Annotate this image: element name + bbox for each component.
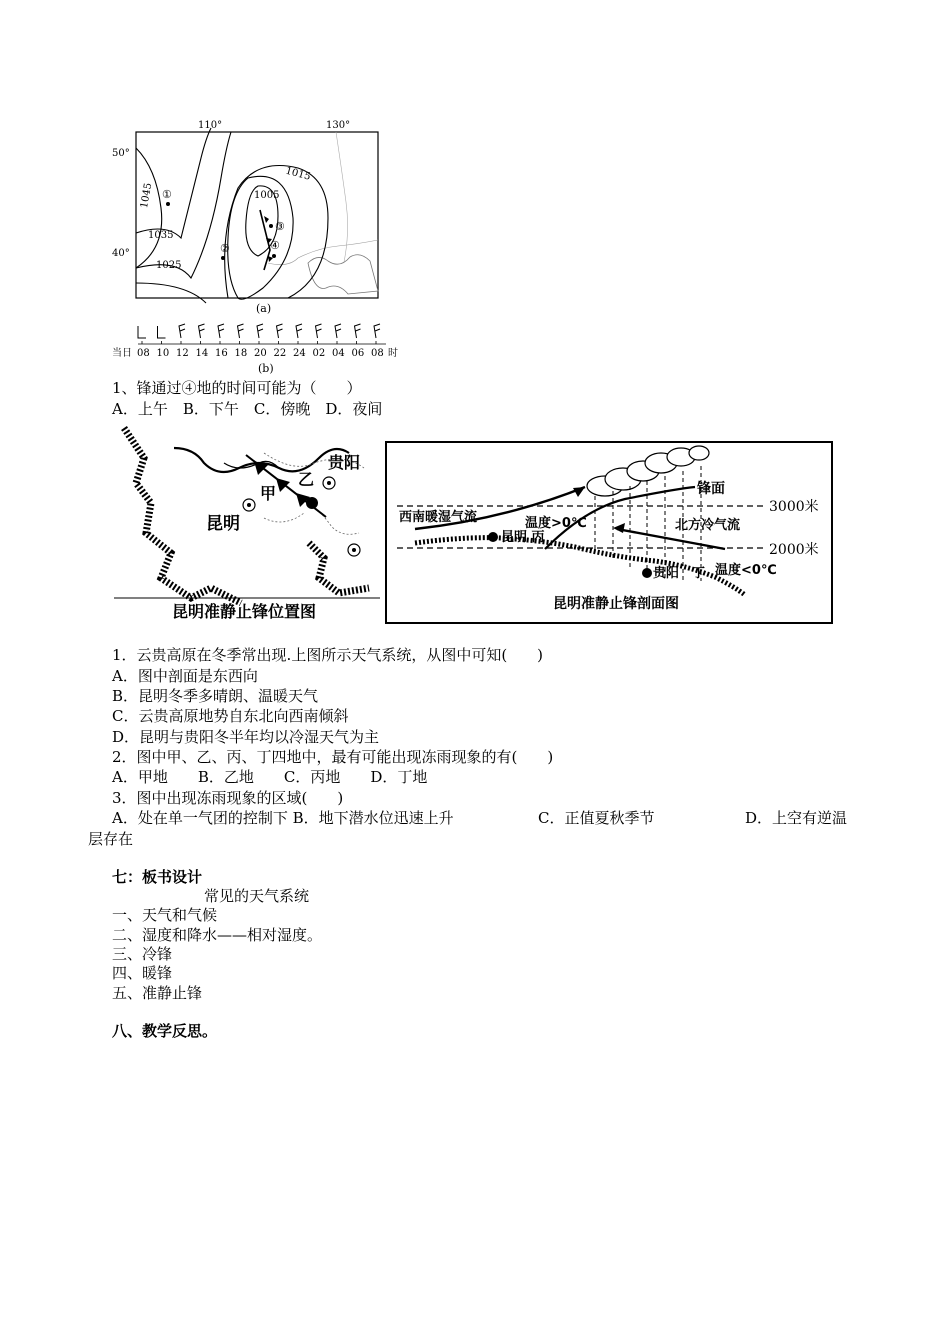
figure-a-caption: (a) [256,302,272,315]
hour-label: 02 [312,348,326,359]
question-1-option-a: A．图中剖面是东西向 [112,667,258,685]
hour-label: 16 [215,348,228,359]
hour-label: 18 [234,348,248,359]
hour-label: 24 [293,348,306,359]
hour-label: 10 [156,348,170,359]
hour-label: 14 [195,348,209,359]
warm-flow-label: 西南暖湿气流 [399,510,478,525]
hour-label: 06 [351,348,365,359]
reflection-heading: 八、教学反思。 [112,1022,218,1040]
wind-barb-icon [335,324,341,338]
guiyang-ding-label: 贵阳 丁 [653,566,706,581]
hour-label: 22 [273,348,287,359]
lat-label-40: 40° [112,248,130,259]
question-1: 1．云贵高原在冬季常出现.上图所示天气系统，从图中可知( ) [112,646,544,664]
wind-barb-icon [277,324,283,338]
hour-label: 08 [137,348,150,359]
hour-label: 04 [332,348,345,359]
wind-barb-icon [199,324,205,338]
wind-barb-icon [257,324,263,338]
wind-timeline [108,318,408,378]
altitude-2000: 2000米 [769,542,819,558]
isobar-1035: 1035 [148,230,174,241]
label-guiyang: 贵阳 [328,453,361,472]
wind-barb-icon [355,324,361,338]
timeline-suffix: 时 [388,348,398,359]
wind-barb-icon [374,324,380,338]
kunming-bing-label: 昆明 丙 [501,530,545,545]
board-item-4: 四、暖锋 [112,964,173,982]
wind-barb-icon [158,326,166,338]
left-map-caption: 昆明准静止锋位置图 [172,602,317,621]
temp-below-label: 温度<0℃ [715,563,777,578]
isobar-1015: 1015 [284,165,312,183]
lon-label-130: 130° [326,120,351,131]
hour-label: 12 [176,348,189,359]
wind-barb-icon [179,324,185,338]
question-front: 1、锋通过④地的时间可能为（ ） [112,379,362,397]
question-3-option-c: C．正值夏秋季节 [538,809,655,827]
question-front-options: A．上午 B．下午 C．傍晚 D．夜间 [112,400,383,418]
question-1-option-c: C．云贵高原地势自东北向西南倾斜 [112,707,349,725]
board-item-3: 三、冷锋 [112,945,173,963]
isobar-1025: 1025 [156,260,182,271]
wind-barb-icon [138,326,146,338]
point-3: ③ [275,220,285,233]
front-section-diagram [385,441,833,624]
figure-b-caption: (b) [258,362,274,375]
isobar-map [108,118,398,318]
altitude-3000: 3000米 [769,499,819,515]
wind-barb-icon [316,324,322,338]
board-heading: 七：板书设计 [112,868,203,886]
label-kunming: 昆明 [206,514,240,534]
hour-label: 20 [254,348,267,359]
hour-label: 08 [371,348,384,359]
question-1-option-b: B．昆明冬季多晴朗、温暖天气 [112,687,319,705]
board-item-2: 二、湿度和降水——相对湿度。 [112,926,323,944]
point-1: ① [162,188,172,201]
label-jia: 甲 [260,484,277,503]
question-2: 2．图中甲、乙、丙、丁四地中，最有可能出现冻雨现象的有( ) [112,748,554,766]
label-yi: 乙 [298,470,315,489]
temp-above-label: 温度>0℃ [525,516,587,531]
point-4: ④ [270,239,280,252]
board-item-5: 五、准静止锋 [112,984,203,1002]
question-3-option-d: D．上空有逆温 [745,809,848,827]
question-2-options: A．甲地 B．乙地 C．丙地 D．丁地 [112,768,428,786]
lon-label-110: 110° [198,120,223,131]
right-map-caption: 昆明准静止锋剖面图 [553,596,679,612]
cold-flow-label: 北方冷气流 [675,518,741,533]
wind-barb-icon [238,324,244,338]
front-surface-label: 锋面 [697,481,725,497]
timeline-prefix: 当日 [112,348,132,359]
question-3: 3．图中出现冻雨现象的区域( ) [112,789,344,807]
board-title: 常见的天气系统 [204,887,310,905]
isobar-1045: 1045 [139,182,155,210]
wind-barb-icon [218,324,224,338]
lat-label-50: 50° [112,148,130,159]
isobar-1005: 1005 [254,190,280,201]
question-3-options-ab: A．处在单一气团的控制下 B．地下潜水位迅速上升 [112,809,454,827]
question-3-option-d-cont: 层存在 [88,830,134,848]
wind-barb-icon [296,324,302,338]
point-2: ② [220,242,230,255]
question-1-option-d: D．昆明与贵阳冬半年均以冷湿天气为主 [112,728,380,746]
front-position-map [114,423,380,625]
board-item-1: 一、天气和气候 [112,906,218,924]
